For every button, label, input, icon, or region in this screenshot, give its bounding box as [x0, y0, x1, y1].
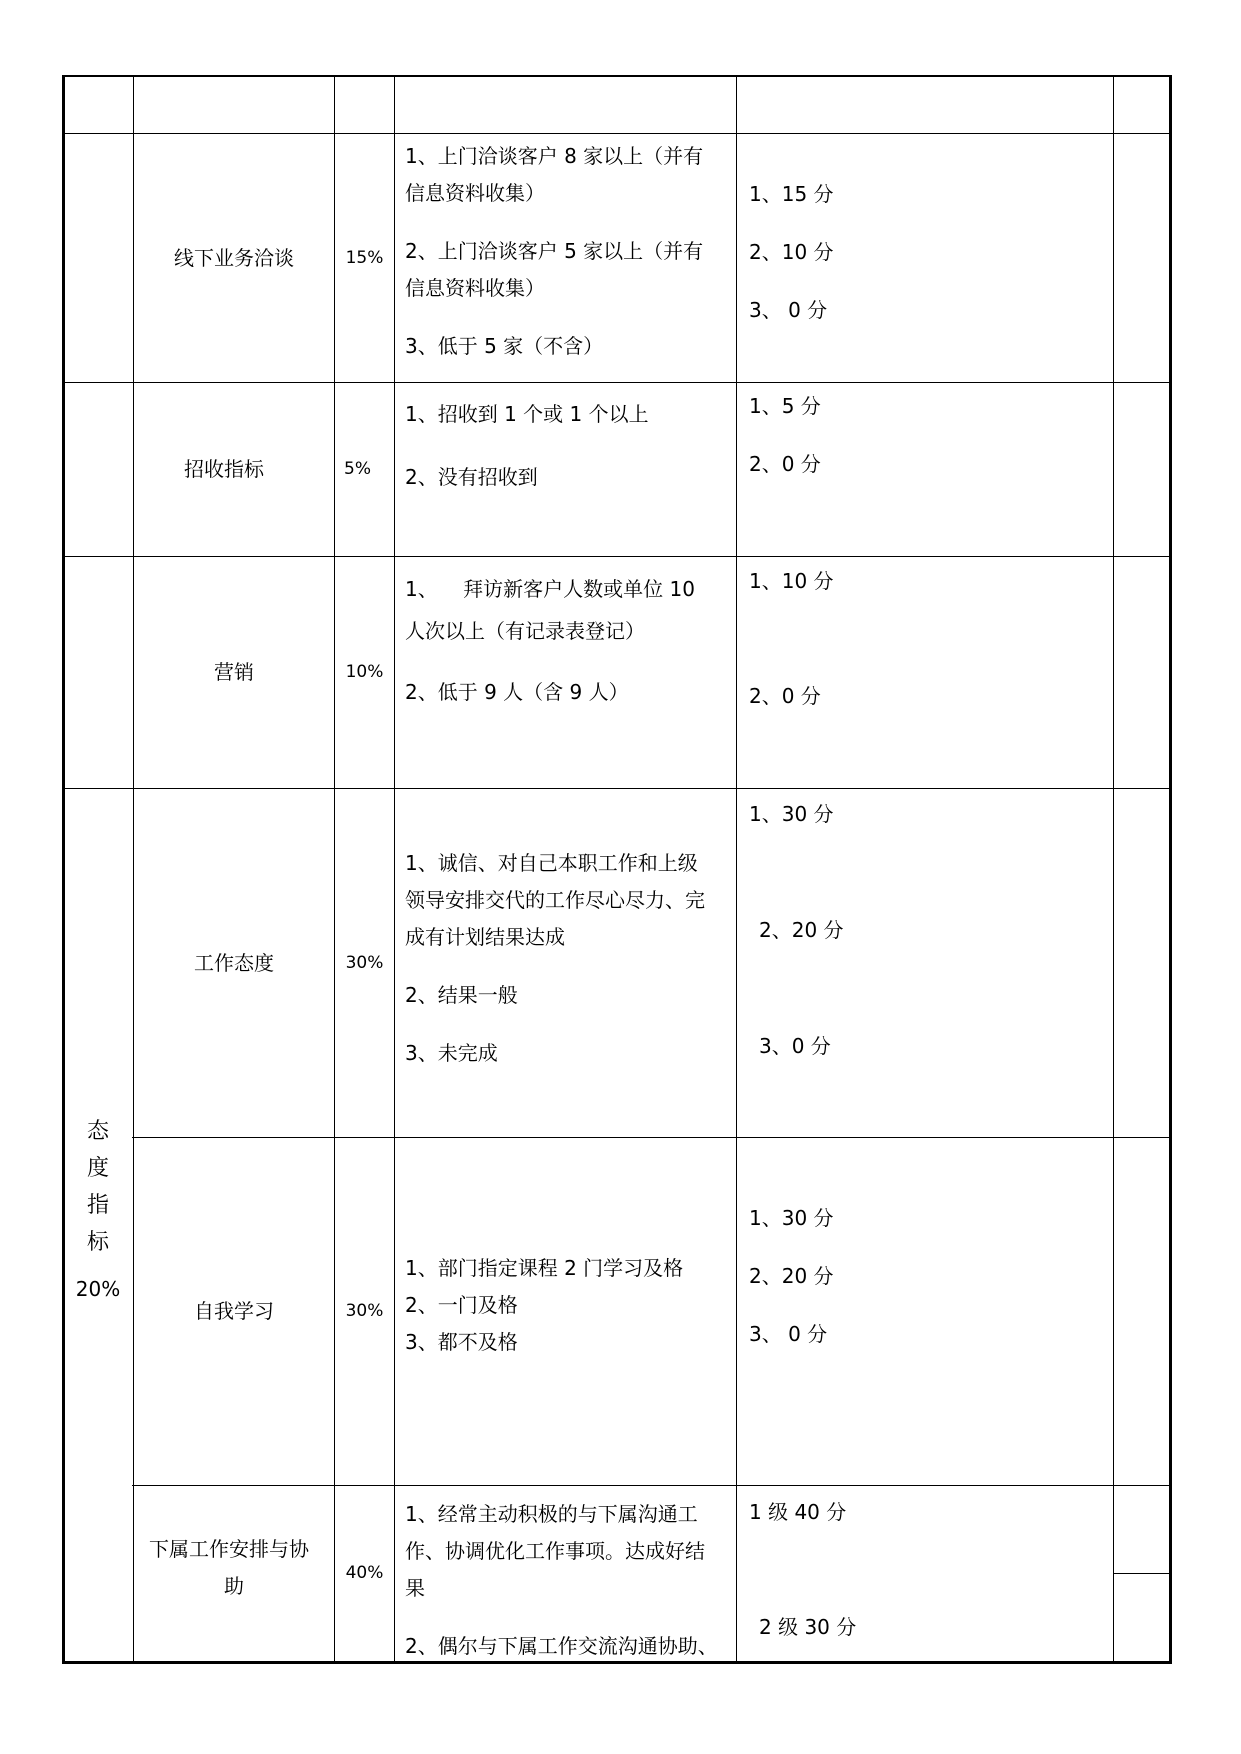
category-char: 度 [86, 1156, 109, 1181]
score-line: 2、20 分 [759, 918, 844, 942]
item-name-line: 下属工作安排与协 [149, 1537, 309, 1561]
criteria-line: 果 [405, 1576, 425, 1600]
item-weight: 30% [345, 1301, 384, 1321]
table-rule [1113, 75, 1114, 1664]
criteria-line: 2、偶尔与下属工作交流沟通协助、 [405, 1634, 718, 1658]
item-name: 招收指标 [184, 457, 264, 481]
criteria-line: 信息资料收集） [405, 276, 545, 300]
category-weight: 20% [75, 1277, 121, 1301]
table-rule [62, 75, 1172, 77]
criteria-line: 1、经常主动积极的与下属沟通工 [405, 1502, 698, 1526]
item-name: 营销 [214, 660, 254, 684]
table-rule [62, 1661, 1172, 1664]
table-rule [394, 75, 395, 1664]
item-name-line: 助 [224, 1574, 244, 1598]
category-char: 标 [86, 1230, 109, 1255]
criteria-line: 3、未完成 [405, 1041, 498, 1065]
criteria-line: 3、低于 5 家（不含） [405, 334, 604, 358]
criteria-line: 1、部门指定课程 2 门学习及格 [405, 1256, 684, 1280]
score-line: 1 级 40 分 [749, 1500, 847, 1524]
score-line: 2、0 分 [749, 452, 821, 476]
item-weight: 5% [344, 459, 371, 479]
criteria-line: 2、一门及格 [405, 1293, 518, 1317]
criteria-line: 成有计划结果达成 [405, 925, 565, 949]
score-line: 3、 0 分 [749, 298, 828, 322]
criteria-line: 人次以上（有记录表登记） [405, 619, 645, 643]
score-line: 1、15 分 [749, 182, 834, 206]
item-weight: 30% [345, 952, 384, 973]
table-rule [62, 75, 65, 1664]
table-rule [132, 1485, 1172, 1486]
criteria-line: 2、结果一般 [405, 983, 518, 1007]
criteria-line: 2、没有招收到 [405, 465, 538, 489]
item-weight: 10% [345, 662, 384, 682]
criteria-line: 信息资料收集） [405, 181, 545, 205]
criteria-line: 1、上门洽谈客户 8 家以上（并有 [405, 144, 704, 168]
criteria-line: 2、上门洽谈客户 5 家以上（并有 [405, 239, 704, 263]
category-char: 态 [86, 1119, 109, 1144]
criteria-line: 1、诚信、对自己本职工作和上级 [405, 851, 698, 875]
item-name: 工作态度 [194, 950, 274, 975]
score-line: 1、5 分 [749, 394, 821, 418]
score-line: 3、 0 分 [749, 1322, 828, 1346]
score-line: 2、0 分 [749, 684, 821, 708]
criteria-line: 3、都不及格 [405, 1330, 518, 1354]
criteria-line: 作、协调优化工作事项。达成好结 [405, 1539, 705, 1563]
item-weight: 15% [345, 247, 384, 268]
score-line: 1、30 分 [749, 1206, 834, 1230]
score-line: 1、10 分 [749, 569, 834, 593]
score-line: 3、0 分 [759, 1034, 831, 1058]
table-rule [1113, 1573, 1172, 1574]
score-line: 2、20 分 [749, 1264, 834, 1288]
item-name: 线下业务洽谈 [174, 245, 294, 270]
criteria-line: 领导安排交代的工作尽心尽力、完 [405, 888, 705, 912]
criteria-line: 1、 拜访新客户人数或单位 10 [405, 577, 695, 601]
table-rule [1169, 75, 1172, 1664]
item-weight: 40% [345, 1563, 384, 1583]
item-name: 自我学习 [194, 1299, 274, 1323]
score-line: 1、30 分 [749, 802, 834, 826]
score-line: 2 级 30 分 [759, 1615, 857, 1639]
category-char: 指 [86, 1193, 109, 1218]
table-rule [736, 75, 737, 1664]
criteria-line: 2、低于 9 人（含 9 人） [405, 680, 629, 704]
score-line: 2、10 分 [749, 240, 834, 264]
criteria-line: 1、招收到 1 个或 1 个以上 [405, 402, 649, 426]
